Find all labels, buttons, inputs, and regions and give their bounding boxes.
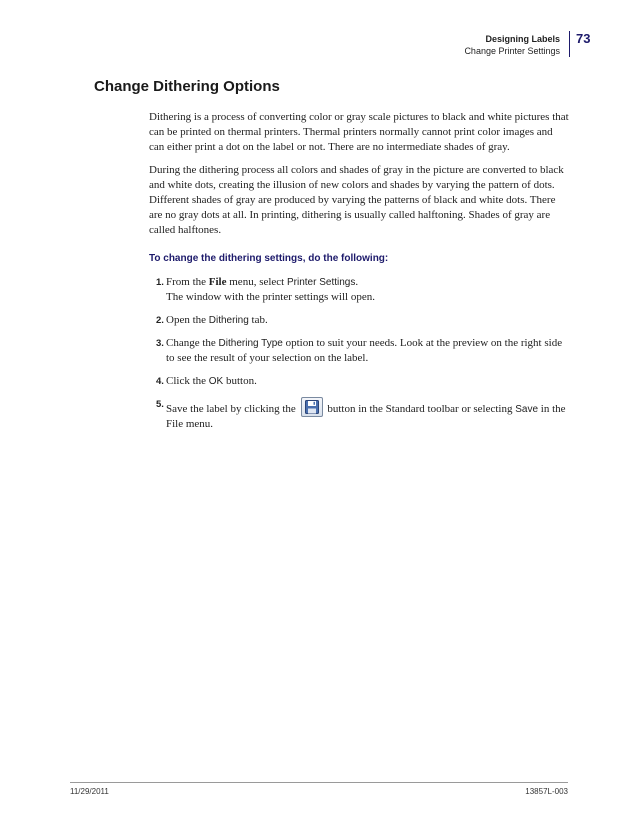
dithering-paragraph: During the dithering process all colors and shades of gray in the picture are converted to black and white dots, creating the illusion of new colors and shades by varying the pattern of dots. Different shades of gray are produced by varying the patterns of black and white dots. There are no gray dots at all. In printing, dithering is usually called halftoning. Shades of gray are called halftones. [149, 164, 564, 236]
footer-date: 11/29/2011 [70, 787, 109, 796]
step-text: in the File menu. [166, 403, 566, 430]
step-text: tab. [248, 314, 268, 326]
step-text: Open the [166, 314, 209, 326]
step-number: 2. [156, 315, 164, 326]
page-header [464, 33, 560, 57]
step-text: button. [223, 375, 257, 387]
page-number: 73 [569, 31, 590, 57]
step-text: Change the [166, 337, 219, 349]
step-text: From the [166, 276, 209, 288]
step-2 [149, 313, 569, 328]
step-text: button in the Standard toolbar or selecting [324, 403, 516, 415]
floppy-disk-icon [301, 397, 323, 417]
step-text: Click the [166, 375, 209, 387]
footer-divider [70, 782, 568, 783]
procedure-title: To change the dithering settings, do the following: [149, 253, 389, 264]
step-number: 4. [156, 376, 164, 387]
step-3 [149, 336, 569, 366]
step-text: option to suit your needs. Look at the preview on the right side to see the result of your selection on the label. [166, 337, 563, 364]
step-result-text: The window with the printer settings will open. [166, 291, 375, 303]
step-4 [149, 374, 569, 389]
option-name-dithering-type: Dithering Type [218, 338, 283, 349]
command-save: Save [515, 404, 539, 415]
step-1 [149, 275, 569, 305]
steps-list [149, 275, 569, 432]
step-text: Save the label by clicking the [166, 403, 299, 415]
step-5 [149, 397, 569, 432]
step-number: 3. [156, 338, 164, 349]
step-text: menu, select [226, 276, 287, 288]
step-text: . [355, 276, 359, 288]
section-title: Change Printer Settings [464, 46, 560, 56]
main-content [149, 110, 569, 440]
button-name-ok: OK [208, 376, 224, 387]
menu-name-file: File [208, 276, 227, 288]
tab-name-dithering: Dithering [208, 315, 249, 326]
footer-document-number: 13857L-003 [525, 787, 568, 796]
step-number: 5. [156, 399, 164, 410]
page-title: Change Dithering Options [94, 78, 280, 95]
chapter-title: Designing Labels [485, 34, 560, 44]
command-printer-settings: Printer Settings [286, 277, 356, 288]
intro-paragraph: Dithering is a process of converting color or gray scale pictures to black and white pictures that can be printed on thermal printers. Thermal printers normally cannot print color images and can either print a dot on the label or not. There are no intermediate shades of gray. [149, 111, 569, 153]
step-number: 1. [156, 277, 164, 288]
